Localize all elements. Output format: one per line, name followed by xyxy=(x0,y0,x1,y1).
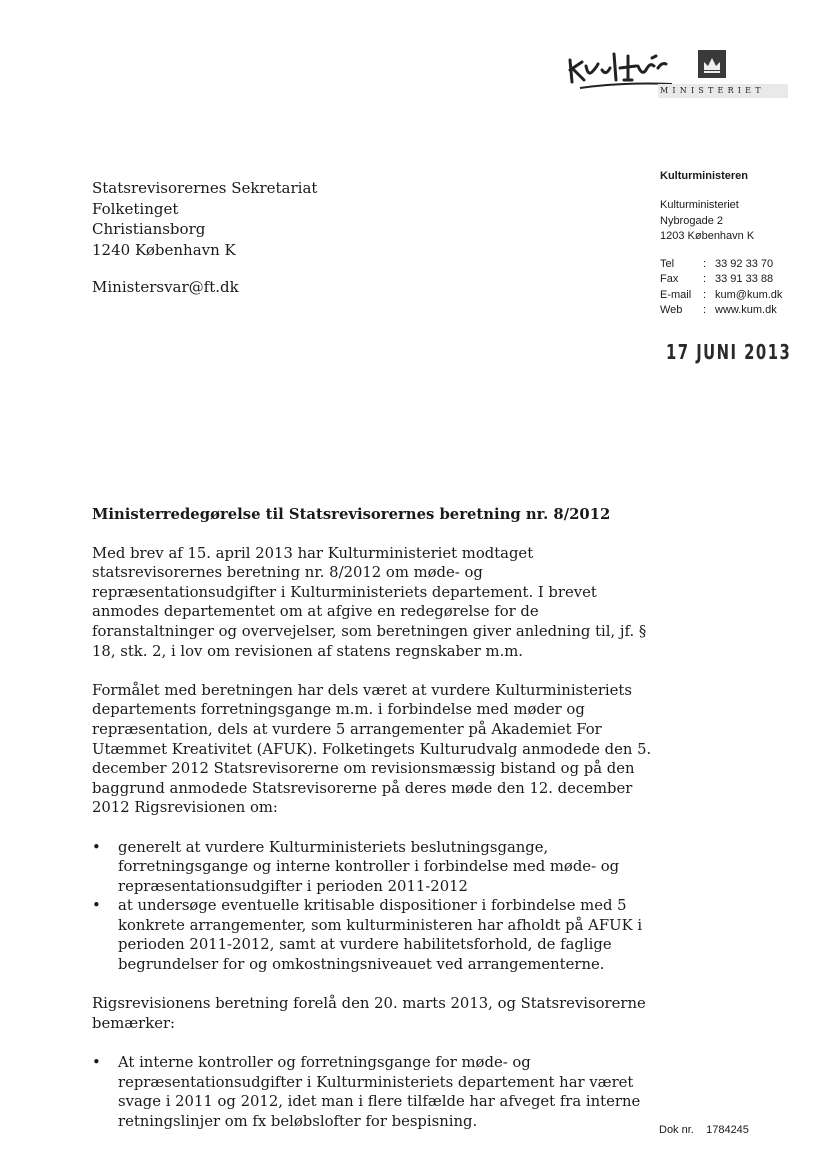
sender-title: Kulturministeren xyxy=(660,170,749,182)
contact-list xyxy=(660,257,782,319)
kulturministeriet-logo xyxy=(562,46,792,104)
bullet-list xyxy=(92,1053,654,1131)
document-number xyxy=(659,1124,749,1136)
paragraph: Rigsrevisionens beretning forelå den 20. marts 2013, og Statsrevisorerne bemærker: xyxy=(92,995,646,1032)
list-item: • generelt at vurdere Kulturministeriets beslutningsgange, forretningsgange og interne kontroller i forbindelse med møde- og repræsentationsudgifter i perioden 2011-2012 xyxy=(92,838,620,895)
recipient-line: 1240 København K xyxy=(92,240,236,259)
contact-fax: Fax : 33 91 33 88 xyxy=(660,273,774,285)
sender-line: Nybrogade 2 xyxy=(660,214,723,227)
contact-email: E-mail : kum@kum.dk xyxy=(660,288,783,301)
recipient-line: Christiansborg xyxy=(92,220,206,238)
bullet-icon: • xyxy=(92,838,101,856)
recipient-email: Ministersvar@ft.dk xyxy=(92,278,239,296)
recipient-line: Folketinget xyxy=(92,199,179,218)
sender-line: Kulturministeriet xyxy=(660,199,739,211)
bullet-icon: • xyxy=(92,897,101,915)
date-stamp: 17 JUNI 2013 xyxy=(666,340,792,364)
list-item: • at undersøge eventuelle kritisable dispositioner i forbindelse med 5 konkrete arrangementer, som kulturministeren har afholdt på AFUK i perioden 2011-2012, samt at vurdere habilitetsforhold, de faglige begrundelser for og omkostningsniveauet ved arrangementerne. xyxy=(92,897,643,974)
bullet-list xyxy=(92,838,654,975)
doc-number-value: 1784245 xyxy=(706,1124,749,1136)
recipient-line: Statsrevisorernes Sekretariat xyxy=(92,179,318,197)
recipient-address xyxy=(92,178,317,260)
crown-icon xyxy=(698,50,726,78)
sender-line: 1203 København K xyxy=(660,230,755,242)
contact-tel: Tel : 33 92 33 70 xyxy=(660,257,774,270)
sender-address xyxy=(660,198,782,245)
paragraph: Formålet med beretningen har dels været at vurdere Kulturministeriets departements forretningsgange m.m. i forbindelse med møder og repræsentation, dels at vurdere 5 arrangementer på Akademiet For Utæmmet Kreativitet (AFUK). Folketingets Kulturudvalg anmodede den 5. december 2012 Statsrevisorerne om revisionsmæssig bistand og på den baggrund anmodede Statsrevisorerne på deres møde den 12. december 2012 Rigsrevisionen om: xyxy=(92,681,652,817)
letter-body xyxy=(92,505,654,1151)
contact-web: Web : www.kum.dk xyxy=(660,304,777,316)
paragraph: Med brev af 15. april 2013 har Kulturministeriet modtaget statsrevisorernes beretning nr. 8/2012 om møde- og repræsentationsudgifter i Kulturministeriets departement. I brevet anmodes departementet om at afgive en redegørelse for de foranstaltninger og overvejelser, som beretningen giver anledning til, jf. § 18, stk. 2, i lov om revisionen af statens regnskaber m.m. xyxy=(92,544,647,660)
letter-heading: Ministerredegørelse til Statsrevisorernes beretning nr. 8/2012 xyxy=(92,506,611,523)
list-item: • At interne kontroller og forretningsgange for møde- og repræsentationsudgifter i Kulturministeriets departement har været svage i 2011 og 2012, idet man i flere tilfælde har afveget fra interne retningslinjer om fx beløbslofter for bespisning. xyxy=(92,1054,641,1130)
bullet-icon: • xyxy=(92,1054,101,1072)
logo-ministeriet-text: MINISTERIET xyxy=(660,86,765,95)
doc-number-label: Dok nr. xyxy=(659,1124,694,1136)
sender-block xyxy=(660,170,782,319)
